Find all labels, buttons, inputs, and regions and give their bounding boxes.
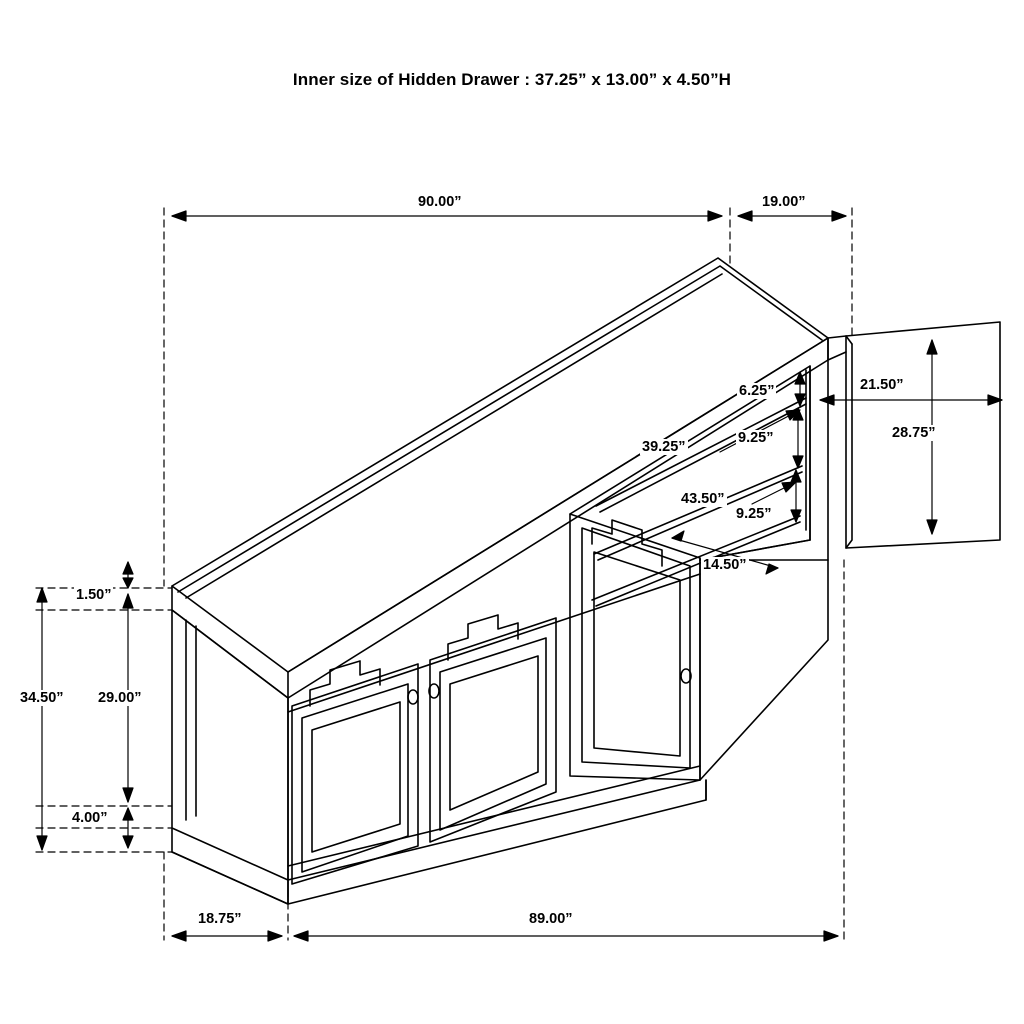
dim-label-top-right-extension: 19.00” (762, 194, 806, 210)
dim-label-shelf-long: 39.25” (642, 439, 686, 455)
cabinet-top-surface (172, 258, 828, 672)
dim-label-open-door-height: 28.75” (892, 425, 936, 441)
dim-label-shelf-gap-3: 9.25” (736, 506, 772, 522)
dim-label-interior-depth: 14.50” (703, 557, 747, 573)
cabinet-left-side (172, 610, 288, 880)
dim-label-top-width: 90.00” (418, 194, 462, 210)
door-hinge-connector (828, 336, 846, 360)
cabinet-door-right-open (570, 514, 700, 780)
cabinet-top-edge (172, 338, 828, 698)
dim-label-base-offset: 18.75” (198, 911, 242, 927)
dim-label-shelf-short: 43.50” (681, 491, 725, 507)
dim-label-body-height: 29.00” (98, 690, 142, 706)
dim-label-top-thickness: 1.50” (76, 587, 112, 603)
dim-label-base-width: 89.00” (529, 911, 573, 927)
dim-label-shelf-gap-1: 6.25” (739, 383, 775, 399)
dim-label-shelf-gap-2: 9.25” (738, 430, 774, 446)
dim-label-open-door-width: 21.50” (860, 377, 904, 393)
cabinet-front-face (288, 560, 700, 880)
dimension-lines (36, 208, 1002, 941)
dim-label-overall-height: 34.50” (20, 690, 64, 706)
cabinet-knob-left (408, 690, 418, 704)
dim-label-base-height: 4.00” (72, 810, 108, 826)
page-title: Inner size of Hidden Drawer : 37.25” x 13.00” x 4.50”H (292, 70, 732, 89)
cabinet-door-middle (430, 615, 556, 842)
